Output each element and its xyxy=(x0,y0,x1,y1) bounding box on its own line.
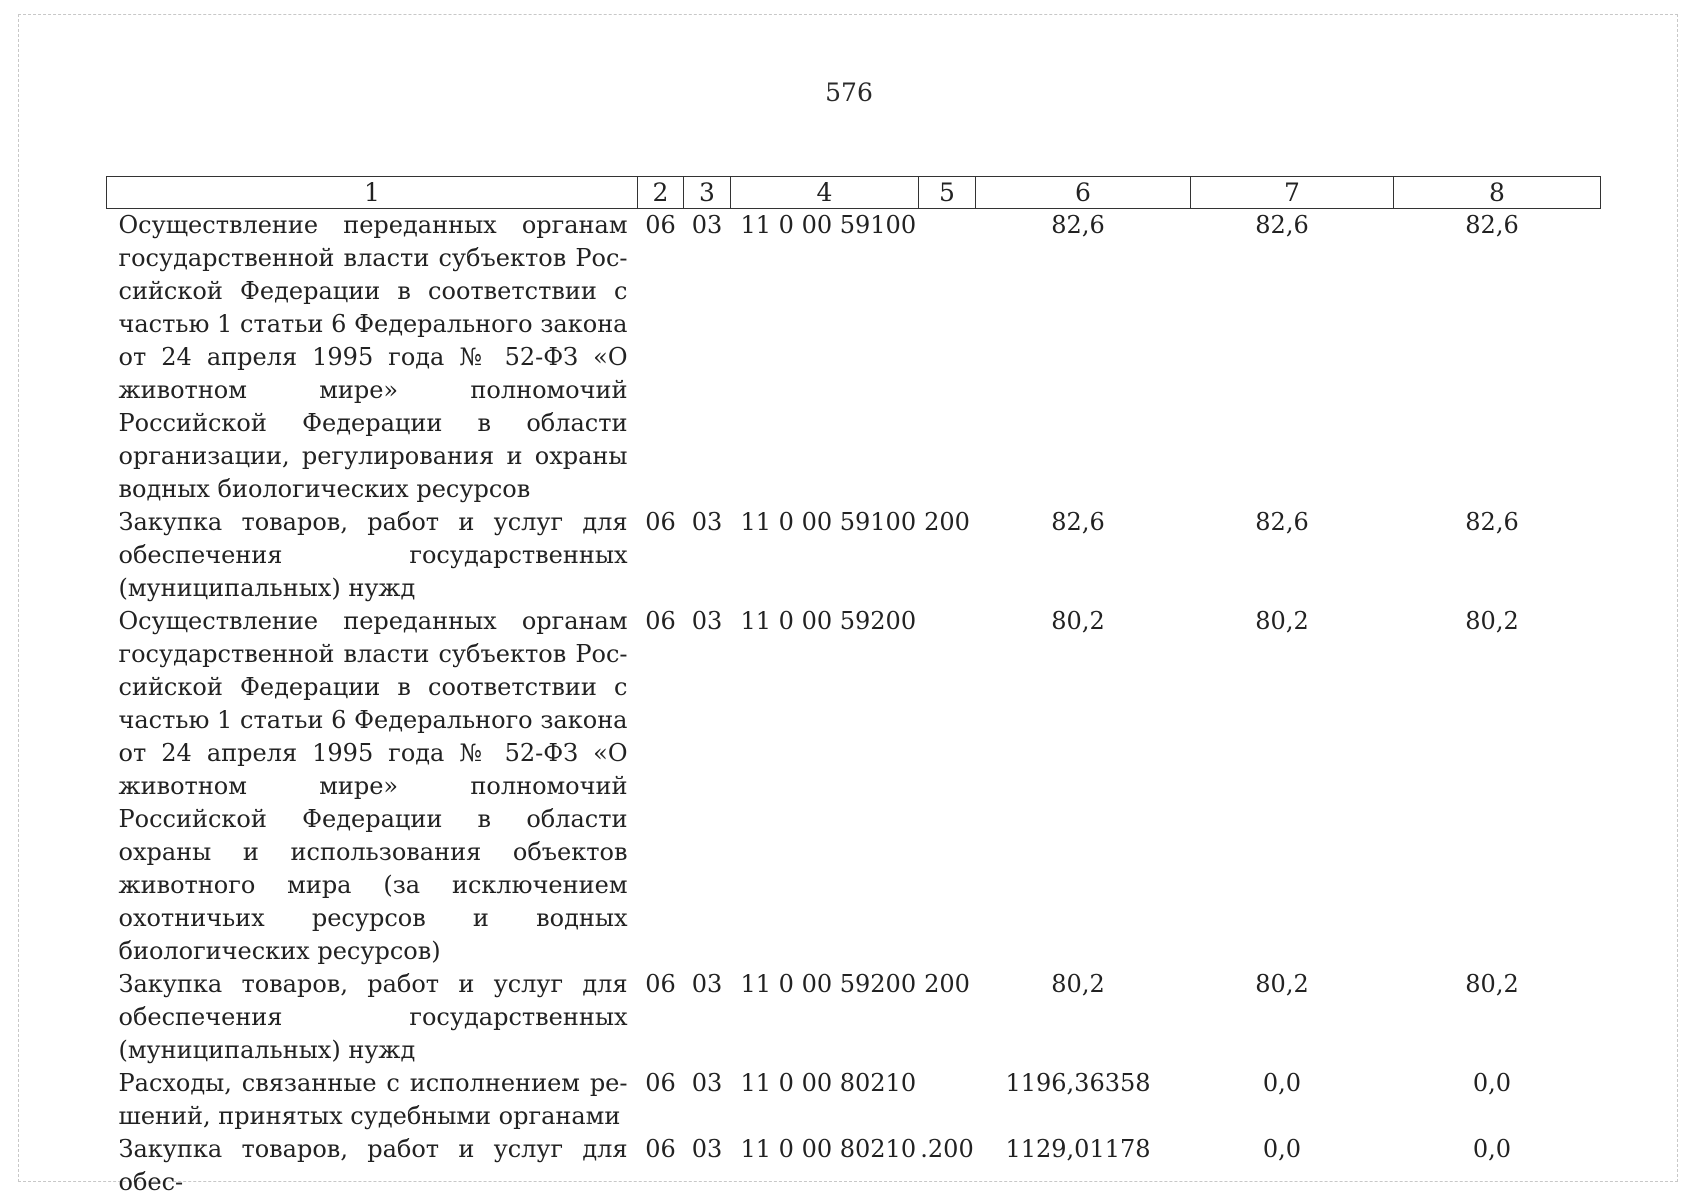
section-code: 06 xyxy=(645,607,676,635)
expense-name: Осуществление переданных органам государственной власти субъектов Российской Федерации в соответствии с частью 1 статьи 6 Федерального закона от 24 апреля 1995 года № 52-ФЗ «О животном мире» полномочий Российской Федерации в области охраны и использования объектов животного мира (за исключением охотничьих ресурсов и водных биологических ресурсов) xyxy=(118,607,628,965)
expense-name: Закупка товаров, работ и услуг для обеспечения государственных (муниципальных) нужд xyxy=(118,508,628,602)
table-row xyxy=(107,605,1601,968)
column-header: 3 xyxy=(684,177,731,209)
amount-col6: 80,2 xyxy=(1051,607,1105,635)
subsection-code: 03 xyxy=(691,508,723,536)
expense-name: Закупка товаров, работ и услуг для обеспечения государственных (муниципальных) нужд xyxy=(118,970,628,1064)
amount-col8: 0,0 xyxy=(1472,1069,1512,1097)
target-article-code: 11 0 00 59100 xyxy=(740,211,917,239)
amount-col6: 82,6 xyxy=(1051,211,1105,239)
header-row xyxy=(107,177,1601,209)
amount-col8: 0,0 xyxy=(1472,1135,1512,1163)
amount-col7: 82,6 xyxy=(1255,508,1309,536)
column-header: 4 xyxy=(731,177,919,209)
section-code: 06 xyxy=(645,508,676,536)
subsection-code: 03 xyxy=(691,607,723,635)
amount-col6: 1196,36358 xyxy=(1005,1069,1151,1097)
column-header: 6 xyxy=(976,177,1191,209)
amount-col8: 80,2 xyxy=(1465,607,1519,635)
expense-type-code: 200 xyxy=(924,508,970,536)
amount-col6: 80,2 xyxy=(1051,970,1105,998)
amount-col8: 82,6 xyxy=(1465,508,1519,536)
amount-col7: 0,0 xyxy=(1262,1069,1302,1097)
column-header: 5 xyxy=(919,177,976,209)
table-row xyxy=(107,968,1601,1067)
target-article-code: 11 0 00 80210 xyxy=(740,1135,917,1163)
expense-name: Осуществление переданных органам государственной власти субъектов Российской Федерации в соответствии с частью 1 статьи 6 Федерального закона от 24 апреля 1995 года № 52-ФЗ «О животном мире» полномочий Российской Федерации в области организации, регулирования и охраны водных биологических ресурсов xyxy=(118,211,628,503)
table-row xyxy=(107,209,1601,507)
expense-type-code xyxy=(919,209,976,507)
section-code: 06 xyxy=(645,1135,676,1163)
subsection-code: 03 xyxy=(691,970,723,998)
column-header: 7 xyxy=(1191,177,1394,209)
amount-col7: 82,6 xyxy=(1255,211,1309,239)
column-header: 2 xyxy=(638,177,684,209)
target-article-code: 11 0 00 59100 xyxy=(740,508,917,536)
amount-col6: 82,6 xyxy=(1051,508,1105,536)
expense-type-code: 200 xyxy=(924,970,970,998)
target-article-code: 11 0 00 59200 xyxy=(740,607,917,635)
budget-table xyxy=(106,176,1601,1199)
page-number: 576 xyxy=(825,78,873,107)
subsection-code: 03 xyxy=(691,1135,723,1163)
amount-col7: 0,0 xyxy=(1262,1135,1302,1163)
section-code: 06 xyxy=(645,211,676,239)
amount-col7: 80,2 xyxy=(1255,607,1309,635)
target-article-code: 11 0 00 80210 xyxy=(740,1069,917,1097)
table-row xyxy=(107,1067,1601,1133)
expense-name: Расходы, связанные с исполнением решений, принятых судебными органами xyxy=(118,1069,628,1130)
column-header: 8 xyxy=(1394,177,1601,209)
amount-col8: 82,6 xyxy=(1465,211,1519,239)
section-code: 06 xyxy=(645,970,676,998)
table-row xyxy=(107,506,1601,605)
expense-type-code xyxy=(919,1067,976,1133)
expense-type-code xyxy=(919,605,976,968)
table-row xyxy=(107,1133,1601,1199)
amount-col7: 80,2 xyxy=(1255,970,1309,998)
subsection-code: 03 xyxy=(691,211,723,239)
target-article-code: 11 0 00 59200 xyxy=(740,970,917,998)
amount-col6: 1129,01178 xyxy=(1005,1135,1151,1163)
column-header: 1 xyxy=(107,177,638,209)
subsection-code: 03 xyxy=(691,1069,723,1097)
section-code: 06 xyxy=(645,1069,676,1097)
amount-col8: 80,2 xyxy=(1465,970,1519,998)
expense-name: Закупка товаров, работ и услуг для обес- xyxy=(118,1135,628,1196)
expense-type-code: .200 xyxy=(920,1135,974,1163)
